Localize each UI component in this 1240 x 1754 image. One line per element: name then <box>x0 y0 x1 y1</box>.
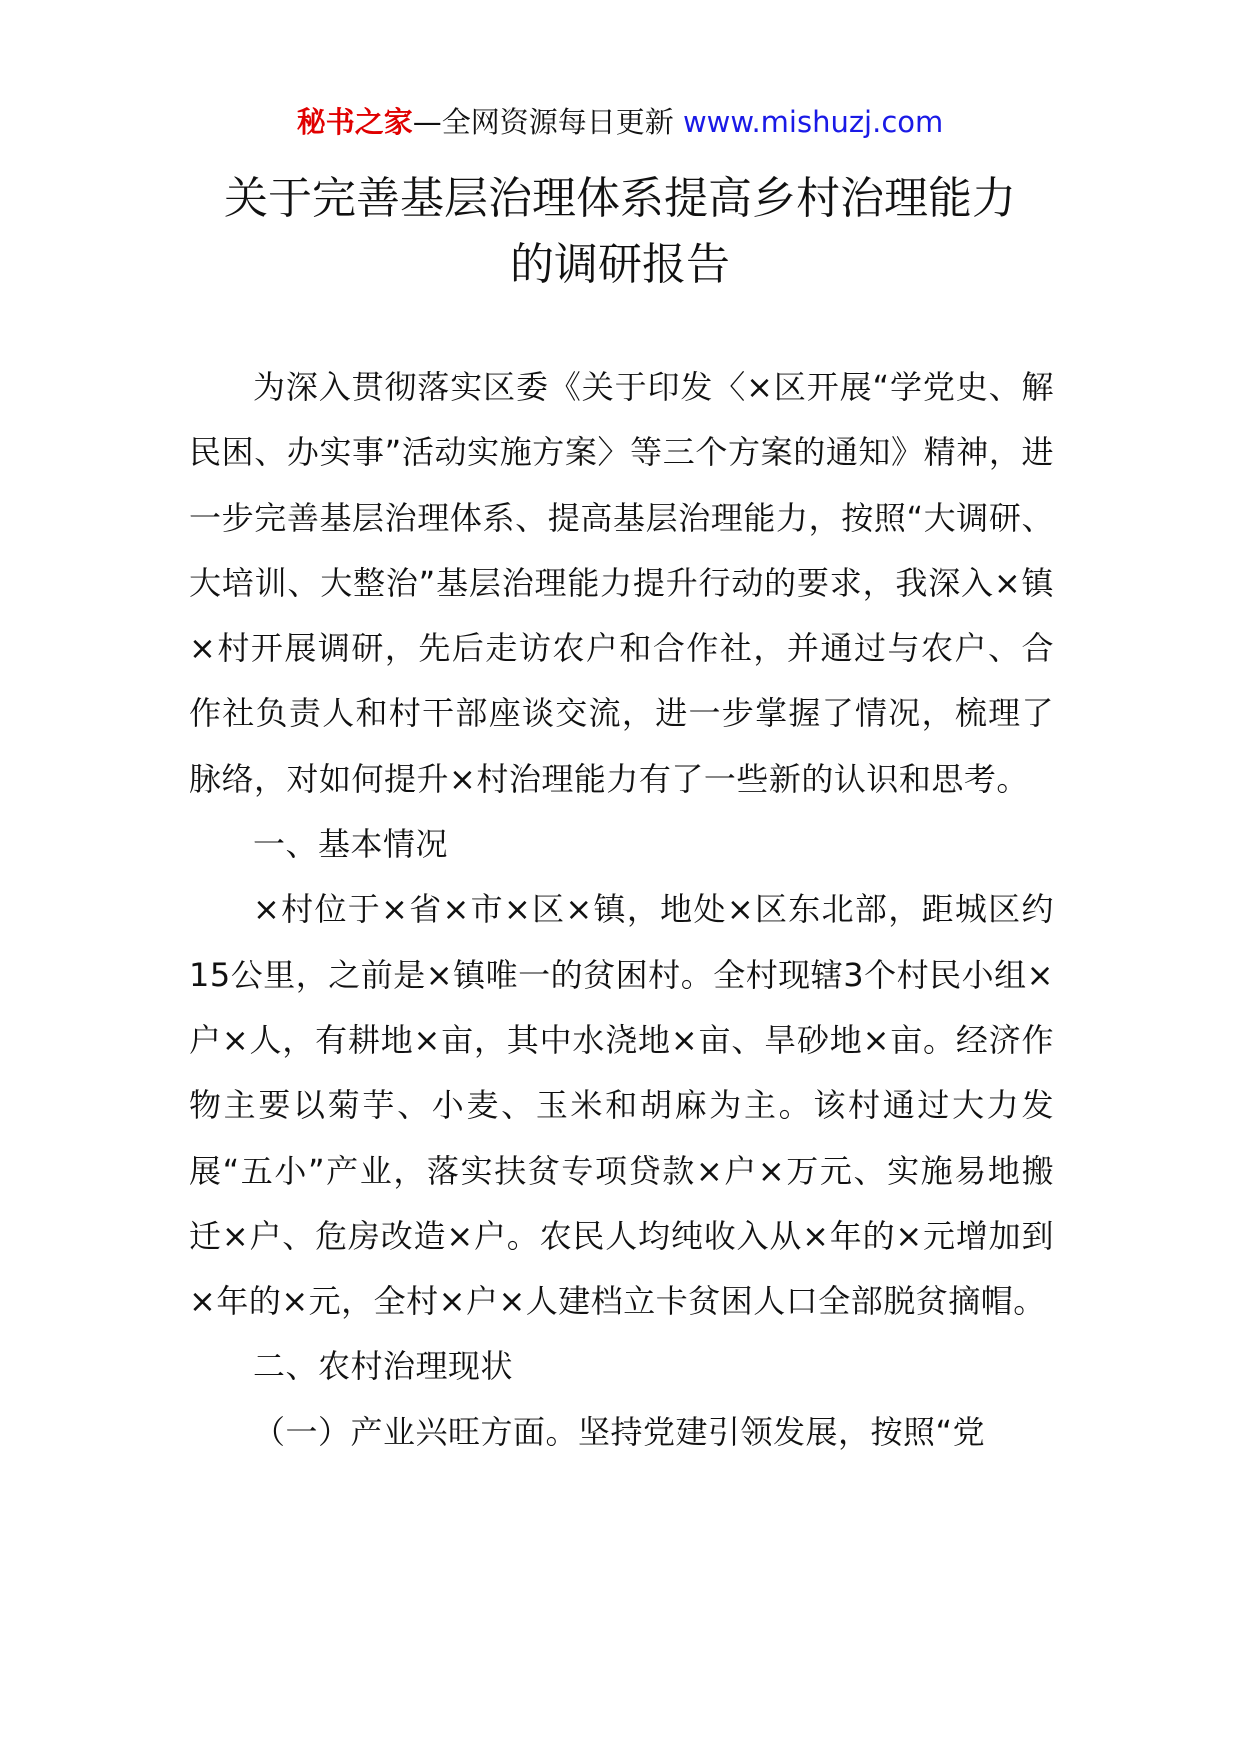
document-body <box>189 355 1054 1465</box>
document-title-line-1: 关于完善基层治理体系提高乡村治理能力 <box>224 173 1016 224</box>
site-brand[interactable]: 秘书之家 <box>296 105 413 139</box>
intro-paragraph: 为深入贯彻落实区委《关于印发〈×区开展“学党史、解民困、办实事”活动实施方案〉等三个方案的通知》精神，进一步完善基层治理体系、提高基层治理能力，按照“大调研、大培训、大整治”基层治理能力提升行动的要求，我深入×镇×村开展调研，先后走访农户和合作社，并通过与农户、合作社负责人和村干部座谈交流，进一步掌握了情况，梳理了脉络，对如何提升×村治理能力有了一些新的认识和思考。 <box>189 368 1054 798</box>
section-heading-governance-status: 二、农村治理现状 <box>253 1347 514 1386</box>
document-title <box>0 166 1240 298</box>
document-title-line-2: 的调研报告 <box>510 239 730 290</box>
industry-paragraph: （一）产业兴旺方面。坚持党建引领发展，按照“党 <box>253 1412 986 1451</box>
basic-situation-paragraph: ×村位于×省×市×区×镇，地处×区东北部，距城区约15公里，之前是×镇唯一的贫困村。全村现辖3个村民小组×户×人，有耕地×亩，其中水浇地×亩、旱砂地×亩。经济作物主要以菊芋、小麦、玉米和胡麻为主。该村通过大力发展“五小”产业，落实扶贫专项贷款×户×万元、实施易地搬迁×户、危房改造×户。农民人均纯收入从×年的×元增加到×年的×元，全村×户×人建档立卡贫困人口全部脱贫摘帽。 <box>189 890 1054 1321</box>
site-slogan: —全网资源每日更新 <box>412 105 683 139</box>
site-url-link[interactable]: www.mishuzj.com <box>682 105 944 139</box>
section-heading-basic-situation: 一、基本情况 <box>253 825 449 864</box>
site-header <box>0 102 1240 142</box>
